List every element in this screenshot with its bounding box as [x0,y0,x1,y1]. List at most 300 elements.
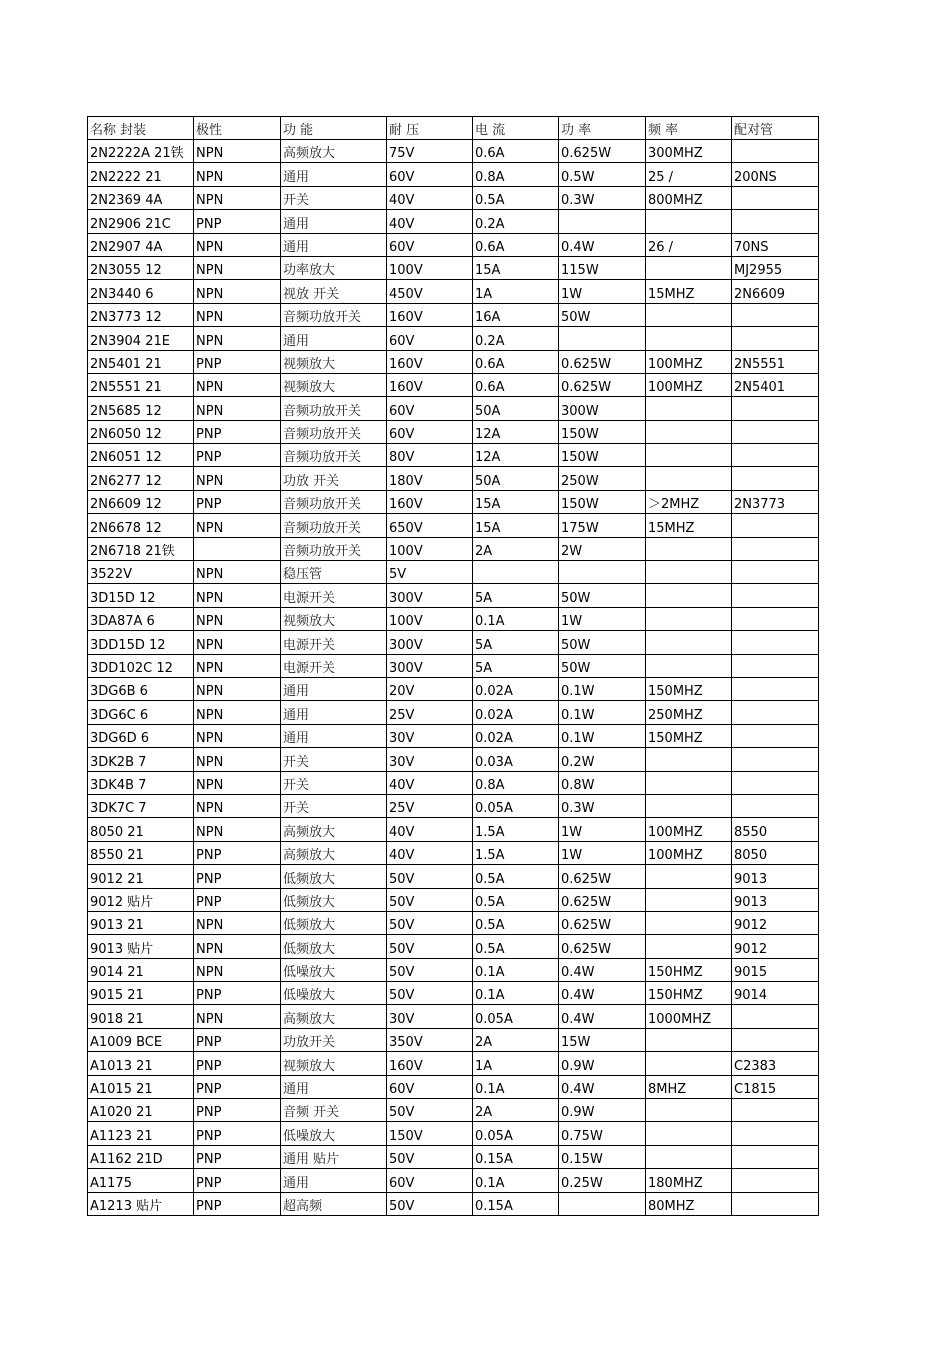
cell-voltage: 160V [387,490,473,513]
cell-complement [732,1122,819,1145]
cell-current: 0.6A [473,350,559,373]
cell-complement [732,677,819,700]
cell-frequency [646,420,732,443]
cell-voltage: 100V [387,537,473,560]
header-polarity: 极性 [194,117,281,140]
cell-polarity: NPN [194,701,281,724]
cell-function: 功率放大 [281,256,387,279]
cell-power: 300W [559,397,646,420]
cell-name-package: 9015 21 [88,982,194,1005]
table-row [88,1028,819,1051]
cell-frequency [646,210,732,233]
cell-power: 115W [559,256,646,279]
cell-complement: C1815 [732,1075,819,1098]
cell-frequency: 180MHZ [646,1169,732,1192]
cell-complement [732,1028,819,1051]
cell-name-package: 3522V [88,561,194,584]
cell-function: 电源开关 [281,584,387,607]
cell-voltage: 30V [387,724,473,747]
cell-polarity: NPN [194,631,281,654]
cell-name-package: 2N5551 21 [88,373,194,396]
cell-name-package: A1020 21 [88,1099,194,1122]
table-row [88,327,819,350]
cell-current: 5A [473,654,559,677]
cell-complement: 2N5401 [732,373,819,396]
cell-frequency [646,1028,732,1051]
cell-power: 0.4W [559,1075,646,1098]
cell-power [559,1192,646,1215]
cell-name-package: 3D15D 12 [88,584,194,607]
cell-current: 0.1A [473,607,559,630]
cell-current: 0.02A [473,701,559,724]
cell-function: 音频 开关 [281,1099,387,1122]
cell-frequency [646,1145,732,1168]
cell-polarity: NPN [194,748,281,771]
cell-current: 1A [473,280,559,303]
cell-current: 0.15A [473,1145,559,1168]
cell-function: 低噪放大 [281,1122,387,1145]
cell-voltage: 50V [387,958,473,981]
cell-power: 50W [559,303,646,326]
table-row [88,537,819,560]
cell-frequency: 25 / [646,163,732,186]
cell-power: 0.9W [559,1099,646,1122]
table-row [88,140,819,163]
cell-frequency [646,607,732,630]
cell-function: 功放开关 [281,1028,387,1051]
cell-polarity: NPN [194,724,281,747]
cell-name-package: 3DK2B 7 [88,748,194,771]
cell-function: 通用 [281,210,387,233]
cell-current: 0.5A [473,186,559,209]
cell-voltage: 300V [387,654,473,677]
table-row [88,607,819,630]
cell-current: 16A [473,303,559,326]
table-row [88,1145,819,1168]
cell-current: 0.15A [473,1192,559,1215]
cell-power: 250W [559,467,646,490]
cell-current: 0.1A [473,1075,559,1098]
cell-current: 0.2A [473,210,559,233]
cell-function: 高频放大 [281,140,387,163]
cell-complement: 2N3773 [732,490,819,513]
cell-power: 0.8W [559,771,646,794]
cell-complement [732,467,819,490]
cell-function: 低频放大 [281,935,387,958]
cell-voltage: 100V [387,607,473,630]
cell-polarity: PNP [194,1099,281,1122]
cell-complement: 200NS [732,163,819,186]
cell-voltage: 60V [387,233,473,256]
cell-complement: C2383 [732,1052,819,1075]
cell-frequency [646,327,732,350]
cell-name-package: 2N6051 12 [88,444,194,467]
cell-complement [732,584,819,607]
cell-frequency [646,888,732,911]
cell-function: 高频放大 [281,1005,387,1028]
cell-current: 5A [473,584,559,607]
cell-frequency [646,771,732,794]
cell-function: 视频放大 [281,607,387,630]
cell-polarity: PNP [194,1052,281,1075]
cell-function: 通用 [281,677,387,700]
cell-current: 0.8A [473,163,559,186]
cell-frequency: 300MHZ [646,140,732,163]
cell-frequency [646,584,732,607]
cell-complement [732,771,819,794]
cell-function: 视频放大 [281,350,387,373]
cell-frequency: 80MHZ [646,1192,732,1215]
cell-polarity: PNP [194,350,281,373]
cell-function: 低频放大 [281,865,387,888]
cell-function: 音频功放开关 [281,303,387,326]
cell-power: 0.625W [559,865,646,888]
cell-name-package: 3DG6D 6 [88,724,194,747]
cell-name-package: A1213 贴片 [88,1192,194,1215]
cell-function: 通用 贴片 [281,1145,387,1168]
cell-voltage: 160V [387,350,473,373]
cell-complement [732,794,819,817]
cell-frequency [646,654,732,677]
cell-complement: 8050 [732,841,819,864]
table-row [88,467,819,490]
table-row [88,748,819,771]
cell-power: 0.3W [559,186,646,209]
header-voltage: 耐 压 [387,117,473,140]
transistor-spec-table [87,116,819,1216]
cell-current: 0.02A [473,724,559,747]
cell-function: 开关 [281,794,387,817]
header-power: 功 率 [559,117,646,140]
cell-complement: 9012 [732,911,819,934]
cell-current: 0.05A [473,1122,559,1145]
cell-polarity: NPN [194,911,281,934]
cell-name-package: 2N6050 12 [88,420,194,443]
cell-frequency: 1000MHZ [646,1005,732,1028]
cell-complement [732,607,819,630]
cell-frequency [646,467,732,490]
cell-function: 音频功放开关 [281,444,387,467]
cell-name-package: 8550 21 [88,841,194,864]
cell-frequency: 100MHZ [646,841,732,864]
cell-function: 通用 [281,701,387,724]
cell-name-package: 3DG6B 6 [88,677,194,700]
cell-function: 音频功放开关 [281,490,387,513]
cell-polarity [194,537,281,560]
cell-power: 15W [559,1028,646,1051]
cell-frequency [646,911,732,934]
cell-polarity: PNP [194,1169,281,1192]
table-body [88,140,819,1216]
cell-current: 0.5A [473,865,559,888]
cell-name-package: 3DD102C 12 [88,654,194,677]
table-row [88,350,819,373]
table-row [88,256,819,279]
table-row [88,280,819,303]
cell-voltage: 100V [387,256,473,279]
cell-name-package: 9018 21 [88,1005,194,1028]
cell-current: 0.6A [473,233,559,256]
cell-polarity: NPN [194,397,281,420]
cell-polarity: PNP [194,1122,281,1145]
cell-polarity: PNP [194,1075,281,1098]
cell-function: 低频放大 [281,888,387,911]
cell-voltage: 450V [387,280,473,303]
table-row [88,1192,819,1215]
cell-current: 0.5A [473,935,559,958]
table-row [88,1169,819,1192]
cell-frequency [646,1052,732,1075]
cell-complement [732,303,819,326]
cell-frequency: 250MHZ [646,701,732,724]
cell-frequency: 150HMZ [646,958,732,981]
cell-function: 稳压管 [281,561,387,584]
cell-power: 2W [559,537,646,560]
cell-power: 0.1W [559,677,646,700]
cell-frequency: 150MHZ [646,724,732,747]
table-row [88,444,819,467]
cell-function: 视频放大 [281,373,387,396]
cell-power: 0.25W [559,1169,646,1192]
cell-name-package: 3DK4B 7 [88,771,194,794]
table-row [88,233,819,256]
cell-voltage: 50V [387,982,473,1005]
cell-complement [732,327,819,350]
cell-name-package: A1175 [88,1169,194,1192]
cell-frequency [646,865,732,888]
cell-power: 175W [559,514,646,537]
cell-power: 0.2W [559,748,646,771]
table-row [88,631,819,654]
cell-frequency [646,1122,732,1145]
cell-function: 通用 [281,1169,387,1192]
cell-voltage: 5V [387,561,473,584]
cell-frequency: ＞2MHZ [646,490,732,513]
cell-complement [732,1005,819,1028]
cell-complement [732,724,819,747]
cell-complement: 9013 [732,888,819,911]
cell-polarity: PNP [194,841,281,864]
cell-complement [732,444,819,467]
cell-name-package: 9013 贴片 [88,935,194,958]
cell-complement: 9013 [732,865,819,888]
table-row [88,841,819,864]
cell-voltage: 80V [387,444,473,467]
cell-frequency: 15MHZ [646,280,732,303]
cell-current: 0.5A [473,888,559,911]
cell-voltage: 30V [387,1005,473,1028]
table-row [88,490,819,513]
cell-function: 超高频 [281,1192,387,1215]
cell-function: 视频放大 [281,1052,387,1075]
cell-voltage: 60V [387,163,473,186]
cell-voltage: 25V [387,794,473,817]
cell-complement: MJ2955 [732,256,819,279]
cell-current: 15A [473,256,559,279]
cell-current: 0.5A [473,911,559,934]
cell-power: 50W [559,654,646,677]
cell-complement [732,210,819,233]
cell-current: 2A [473,537,559,560]
table-row [88,654,819,677]
table-row [88,701,819,724]
cell-name-package: 3DK7C 7 [88,794,194,817]
table-row [88,1122,819,1145]
cell-power: 150W [559,420,646,443]
cell-current: 0.8A [473,771,559,794]
cell-frequency [646,631,732,654]
cell-polarity: NPN [194,256,281,279]
cell-polarity: NPN [194,186,281,209]
cell-current: 2A [473,1028,559,1051]
cell-function: 功放 开关 [281,467,387,490]
cell-name-package: 2N2222 21 [88,163,194,186]
cell-polarity: NPN [194,794,281,817]
cell-function: 低噪放大 [281,958,387,981]
cell-name-package: A1123 21 [88,1122,194,1145]
cell-complement: 8550 [732,818,819,841]
cell-complement [732,701,819,724]
cell-function: 视放 开关 [281,280,387,303]
table-row [88,771,819,794]
cell-frequency [646,537,732,560]
cell-current: 15A [473,514,559,537]
cell-voltage: 150V [387,1122,473,1145]
cell-voltage: 60V [387,1075,473,1098]
cell-voltage: 160V [387,1052,473,1075]
cell-current: 0.05A [473,794,559,817]
cell-polarity: NPN [194,373,281,396]
header-current: 电 流 [473,117,559,140]
header-complement: 配对管 [732,117,819,140]
cell-power: 0.4W [559,958,646,981]
cell-power: 0.625W [559,373,646,396]
cell-voltage: 50V [387,911,473,934]
table-row [88,911,819,934]
cell-polarity: PNP [194,865,281,888]
cell-current: 0.03A [473,748,559,771]
cell-frequency: 15MHZ [646,514,732,537]
cell-voltage: 300V [387,584,473,607]
cell-function: 音频功放开关 [281,420,387,443]
cell-power: 0.1W [559,701,646,724]
cell-power: 0.625W [559,935,646,958]
cell-voltage: 50V [387,1099,473,1122]
cell-voltage: 50V [387,1145,473,1168]
cell-complement [732,514,819,537]
cell-complement [732,420,819,443]
cell-current: 0.2A [473,327,559,350]
table-row [88,1052,819,1075]
cell-voltage: 650V [387,514,473,537]
cell-power: 0.1W [559,724,646,747]
cell-frequency [646,444,732,467]
cell-polarity: NPN [194,467,281,490]
cell-complement [732,1169,819,1192]
cell-voltage: 160V [387,303,473,326]
cell-name-package: 3DD15D 12 [88,631,194,654]
cell-current: 5A [473,631,559,654]
cell-function: 高频放大 [281,841,387,864]
cell-polarity: PNP [194,1192,281,1215]
cell-function: 开关 [281,748,387,771]
cell-name-package: 2N2369 4A [88,186,194,209]
cell-current: 0.6A [473,140,559,163]
cell-polarity: NPN [194,327,281,350]
cell-current: 2A [473,1099,559,1122]
table-row [88,210,819,233]
cell-voltage: 60V [387,397,473,420]
cell-power: 0.625W [559,911,646,934]
cell-name-package: 2N6609 12 [88,490,194,513]
cell-power: 1W [559,607,646,630]
cell-voltage: 40V [387,210,473,233]
cell-function: 低频放大 [281,911,387,934]
table-row [88,794,819,817]
table-row [88,561,819,584]
cell-function: 电源开关 [281,631,387,654]
cell-function: 电源开关 [281,654,387,677]
table-row [88,935,819,958]
cell-name-package: 9012 21 [88,865,194,888]
cell-complement [732,186,819,209]
table-row [88,397,819,420]
cell-power [559,561,646,584]
cell-name-package: 2N2222A 21铁 [88,140,194,163]
cell-frequency: 8MHZ [646,1075,732,1098]
table-row [88,163,819,186]
cell-name-package: 2N3055 12 [88,256,194,279]
cell-power: 0.625W [559,888,646,911]
cell-polarity: PNP [194,210,281,233]
cell-current: 0.6A [473,373,559,396]
cell-polarity: NPN [194,280,281,303]
table-row [88,724,819,747]
cell-voltage: 50V [387,865,473,888]
cell-polarity: NPN [194,233,281,256]
cell-complement [732,631,819,654]
cell-function: 通用 [281,1075,387,1098]
cell-voltage: 50V [387,935,473,958]
cell-function: 开关 [281,771,387,794]
cell-name-package: 2N3773 12 [88,303,194,326]
cell-complement [732,1192,819,1215]
cell-current: 0.05A [473,1005,559,1028]
table-row [88,373,819,396]
cell-polarity: NPN [194,654,281,677]
header-frequency: 频 率 [646,117,732,140]
cell-function: 低噪放大 [281,982,387,1005]
cell-power: 50W [559,584,646,607]
cell-current: 50A [473,397,559,420]
cell-frequency [646,303,732,326]
cell-name-package: 3DG6C 6 [88,701,194,724]
cell-power: 150W [559,490,646,513]
cell-voltage: 60V [387,420,473,443]
cell-polarity: NPN [194,584,281,607]
cell-polarity: NPN [194,163,281,186]
cell-polarity: PNP [194,982,281,1005]
cell-name-package: 2N3440 6 [88,280,194,303]
cell-name-package: 9012 贴片 [88,888,194,911]
cell-polarity: NPN [194,818,281,841]
cell-frequency [646,397,732,420]
header-row [88,117,819,140]
cell-power: 1W [559,841,646,864]
cell-complement [732,654,819,677]
cell-voltage: 60V [387,327,473,350]
cell-name-package: A1013 21 [88,1052,194,1075]
